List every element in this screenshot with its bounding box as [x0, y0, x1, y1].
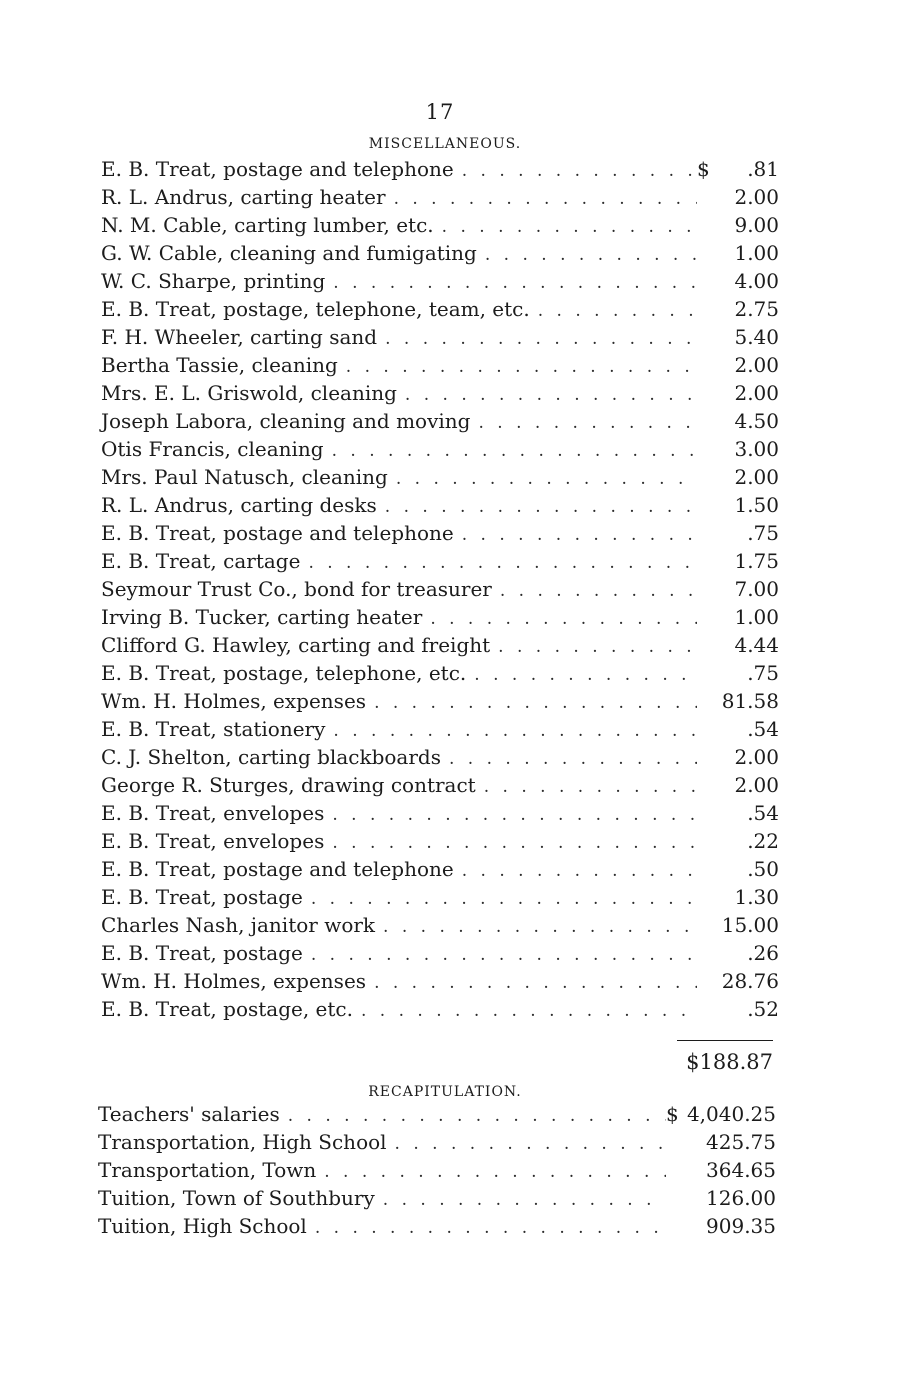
ledger-row [101, 773, 779, 801]
entry-description: Transportation, High School [98, 1130, 387, 1154]
entry-description: E. B. Treat, postage and telephone [101, 157, 454, 181]
dot-leader [462, 161, 697, 181]
dot-leader [324, 1162, 666, 1182]
entry-description: Irving B. Tucker, carting heater [101, 605, 423, 629]
entry-amount: 9.00 [734, 213, 779, 237]
dot-leader [442, 217, 697, 237]
entry-amount: .54 [747, 717, 779, 741]
entry-description: E. B. Treat, cartage [101, 549, 301, 573]
entry-amount: .54 [747, 801, 779, 825]
ledger-row [101, 633, 779, 661]
entry-description: Wm. H. Holmes, expenses [101, 689, 367, 713]
dot-leader [333, 721, 697, 741]
dot-leader [311, 889, 697, 909]
entry-amount: .75 [747, 661, 779, 685]
ledger-row [101, 913, 779, 941]
recapitulation-heading: RECAPITULATION. [368, 1084, 522, 1100]
entry-amount: 2.00 [734, 185, 779, 209]
dot-leader [484, 777, 697, 797]
entry-description: Transportation, Town [98, 1158, 317, 1182]
dot-leader [383, 1190, 666, 1210]
dot-leader [315, 1218, 666, 1238]
entry-amount: 4.44 [734, 633, 779, 657]
entry-description: Mrs. Paul Natusch, cleaning [101, 465, 388, 489]
ledger-row [101, 241, 779, 269]
entry-amount: 2.00 [734, 465, 779, 489]
dot-leader [332, 833, 697, 853]
miscellaneous-total: $188.87 [686, 1050, 773, 1074]
ledger-row [101, 829, 779, 857]
dot-leader [385, 497, 697, 517]
recapitulation-ledger [98, 1102, 776, 1242]
miscellaneous-ledger [101, 157, 779, 1025]
entry-description: E. B. Treat, stationery [101, 717, 326, 741]
ledger-row [98, 1130, 776, 1158]
ledger-row [101, 857, 779, 885]
entry-amount: .50 [747, 857, 779, 881]
entry-amount: 28.76 [721, 969, 779, 993]
entry-amount: 2.00 [734, 353, 779, 377]
ledger-row [101, 941, 779, 969]
ledger-row [101, 353, 779, 381]
entry-amount: 4.50 [734, 409, 779, 433]
ledger-row [101, 213, 779, 241]
ledger-row [101, 577, 779, 605]
dot-leader [449, 749, 697, 769]
entry-description: F. H. Wheeler, carting sand [101, 325, 378, 349]
entry-amount: 7.00 [734, 577, 779, 601]
entry-description: R. L. Andrus, carting desks [101, 493, 377, 517]
entry-description: Seymour Trust Co., bond for treasurer [101, 577, 492, 601]
entry-description: Joseph Labora, cleaning and moving [101, 409, 471, 433]
entry-description: Bertha Tassie, cleaning [101, 353, 338, 377]
entry-description: Teachers' salaries [98, 1102, 280, 1126]
ledger-row [98, 1102, 776, 1130]
ledger-row [101, 297, 779, 325]
entry-description: W. C. Sharpe, printing [101, 269, 326, 293]
currency-sign: $ [697, 157, 710, 181]
dot-leader [478, 413, 697, 433]
entry-amount: 15.00 [721, 913, 779, 937]
entry-amount: 2.00 [734, 381, 779, 405]
entry-amount: 4,040.25 [686, 1102, 776, 1126]
dot-leader [485, 245, 697, 265]
entry-amount: 5.40 [734, 325, 779, 349]
ledger-row [101, 381, 779, 409]
ledger-row [101, 661, 779, 689]
ledger-row [101, 717, 779, 745]
entry-description: E. B. Treat, postage, telephone, team, etc. [101, 297, 530, 321]
entry-description: E. B. Treat, postage, telephone, etc. [101, 661, 467, 685]
dot-leader [462, 525, 697, 545]
entry-amount: 1.30 [734, 885, 779, 909]
ledger-row [101, 969, 779, 997]
ledger-row [98, 1186, 776, 1214]
total-rule [677, 1040, 773, 1041]
entry-amount: 909.35 [706, 1214, 776, 1238]
dot-leader [374, 973, 697, 993]
ledger-row [101, 185, 779, 213]
entry-amount: 2.75 [734, 297, 779, 321]
entry-description: E. B. Treat, postage, etc. [101, 997, 353, 1021]
ledger-row [98, 1158, 776, 1186]
ledger-row [101, 549, 779, 577]
currency-sign: $ [666, 1102, 679, 1126]
page-number: 17 [425, 100, 455, 124]
entry-description: E. B. Treat, postage and telephone [101, 857, 454, 881]
entry-amount: 3.00 [734, 437, 779, 461]
dot-leader [396, 469, 697, 489]
entry-description: N. M. Cable, carting lumber, etc. [101, 213, 434, 237]
entry-description: E. B. Treat, envelopes [101, 801, 325, 825]
dot-leader [474, 665, 697, 685]
ledger-row [101, 801, 779, 829]
entry-amount: 364.65 [706, 1158, 776, 1182]
dot-leader [311, 945, 697, 965]
entry-description: E. B. Treat, postage [101, 885, 303, 909]
ledger-row [101, 885, 779, 913]
dot-leader [346, 357, 697, 377]
dot-leader [361, 1001, 697, 1021]
entry-description: Charles Nash, janitor work [101, 913, 376, 937]
entry-amount: 2.00 [734, 773, 779, 797]
dot-leader [332, 441, 697, 461]
miscellaneous-heading: MISCELLANEOUS. [368, 136, 522, 152]
ledger-row [101, 605, 779, 633]
dot-leader [332, 805, 697, 825]
entry-description: G. W. Cable, cleaning and fumigating [101, 241, 477, 265]
entry-amount: 1.00 [734, 241, 779, 265]
entry-amount: 1.00 [734, 605, 779, 629]
ledger-row [101, 465, 779, 493]
entry-description: C. J. Shelton, carting blackboards [101, 745, 441, 769]
dot-leader [500, 581, 697, 601]
dot-leader [383, 917, 697, 937]
entry-amount: .26 [747, 941, 779, 965]
dot-leader [498, 637, 697, 657]
entry-description: Wm. H. Holmes, expenses [101, 969, 367, 993]
ledger-row [101, 269, 779, 297]
entry-amount: .75 [747, 521, 779, 545]
entry-description: E. B. Treat, postage and telephone [101, 521, 454, 545]
dot-leader [462, 861, 697, 881]
entry-description: Tuition, Town of Southbury [98, 1186, 375, 1210]
entry-amount: .81 [747, 157, 779, 181]
entry-amount: 4.00 [734, 269, 779, 293]
dot-leader [385, 329, 697, 349]
ledger-row [101, 689, 779, 717]
ledger-row [101, 997, 779, 1025]
ledger-row [101, 745, 779, 773]
entry-amount: 126.00 [706, 1186, 776, 1210]
entry-amount: .22 [747, 829, 779, 853]
ledger-row [101, 521, 779, 549]
entry-description: E. B. Treat, envelopes [101, 829, 325, 853]
entry-amount: 1.50 [734, 493, 779, 517]
dot-leader [405, 385, 697, 405]
ledger-row [101, 157, 779, 185]
entry-amount: 1.75 [734, 549, 779, 573]
dot-leader [288, 1106, 666, 1126]
entry-description: Clifford G. Hawley, carting and freight [101, 633, 491, 657]
dot-leader [333, 273, 697, 293]
dot-leader [308, 553, 697, 573]
dot-leader [430, 609, 697, 629]
entry-description: George R. Sturges, drawing contract [101, 773, 476, 797]
entry-description: Mrs. E. L. Griswold, cleaning [101, 381, 397, 405]
ledger-row [101, 325, 779, 353]
entry-description: Tuition, High School [98, 1214, 307, 1238]
entry-amount: 2.00 [734, 745, 779, 769]
ledger-row [101, 437, 779, 465]
dot-leader [394, 189, 697, 209]
dot-leader [395, 1134, 666, 1154]
entry-amount: 425.75 [706, 1130, 776, 1154]
entry-amount: 81.58 [721, 689, 779, 713]
ledger-row [101, 409, 779, 437]
ledger-row [98, 1214, 776, 1242]
ledger-row [101, 493, 779, 521]
entry-amount: .52 [747, 997, 779, 1021]
entry-description: E. B. Treat, postage [101, 941, 303, 965]
dot-leader [374, 693, 697, 713]
entry-description: R. L. Andrus, carting heater [101, 185, 386, 209]
dot-leader [538, 301, 697, 321]
entry-description: Otis Francis, cleaning [101, 437, 324, 461]
